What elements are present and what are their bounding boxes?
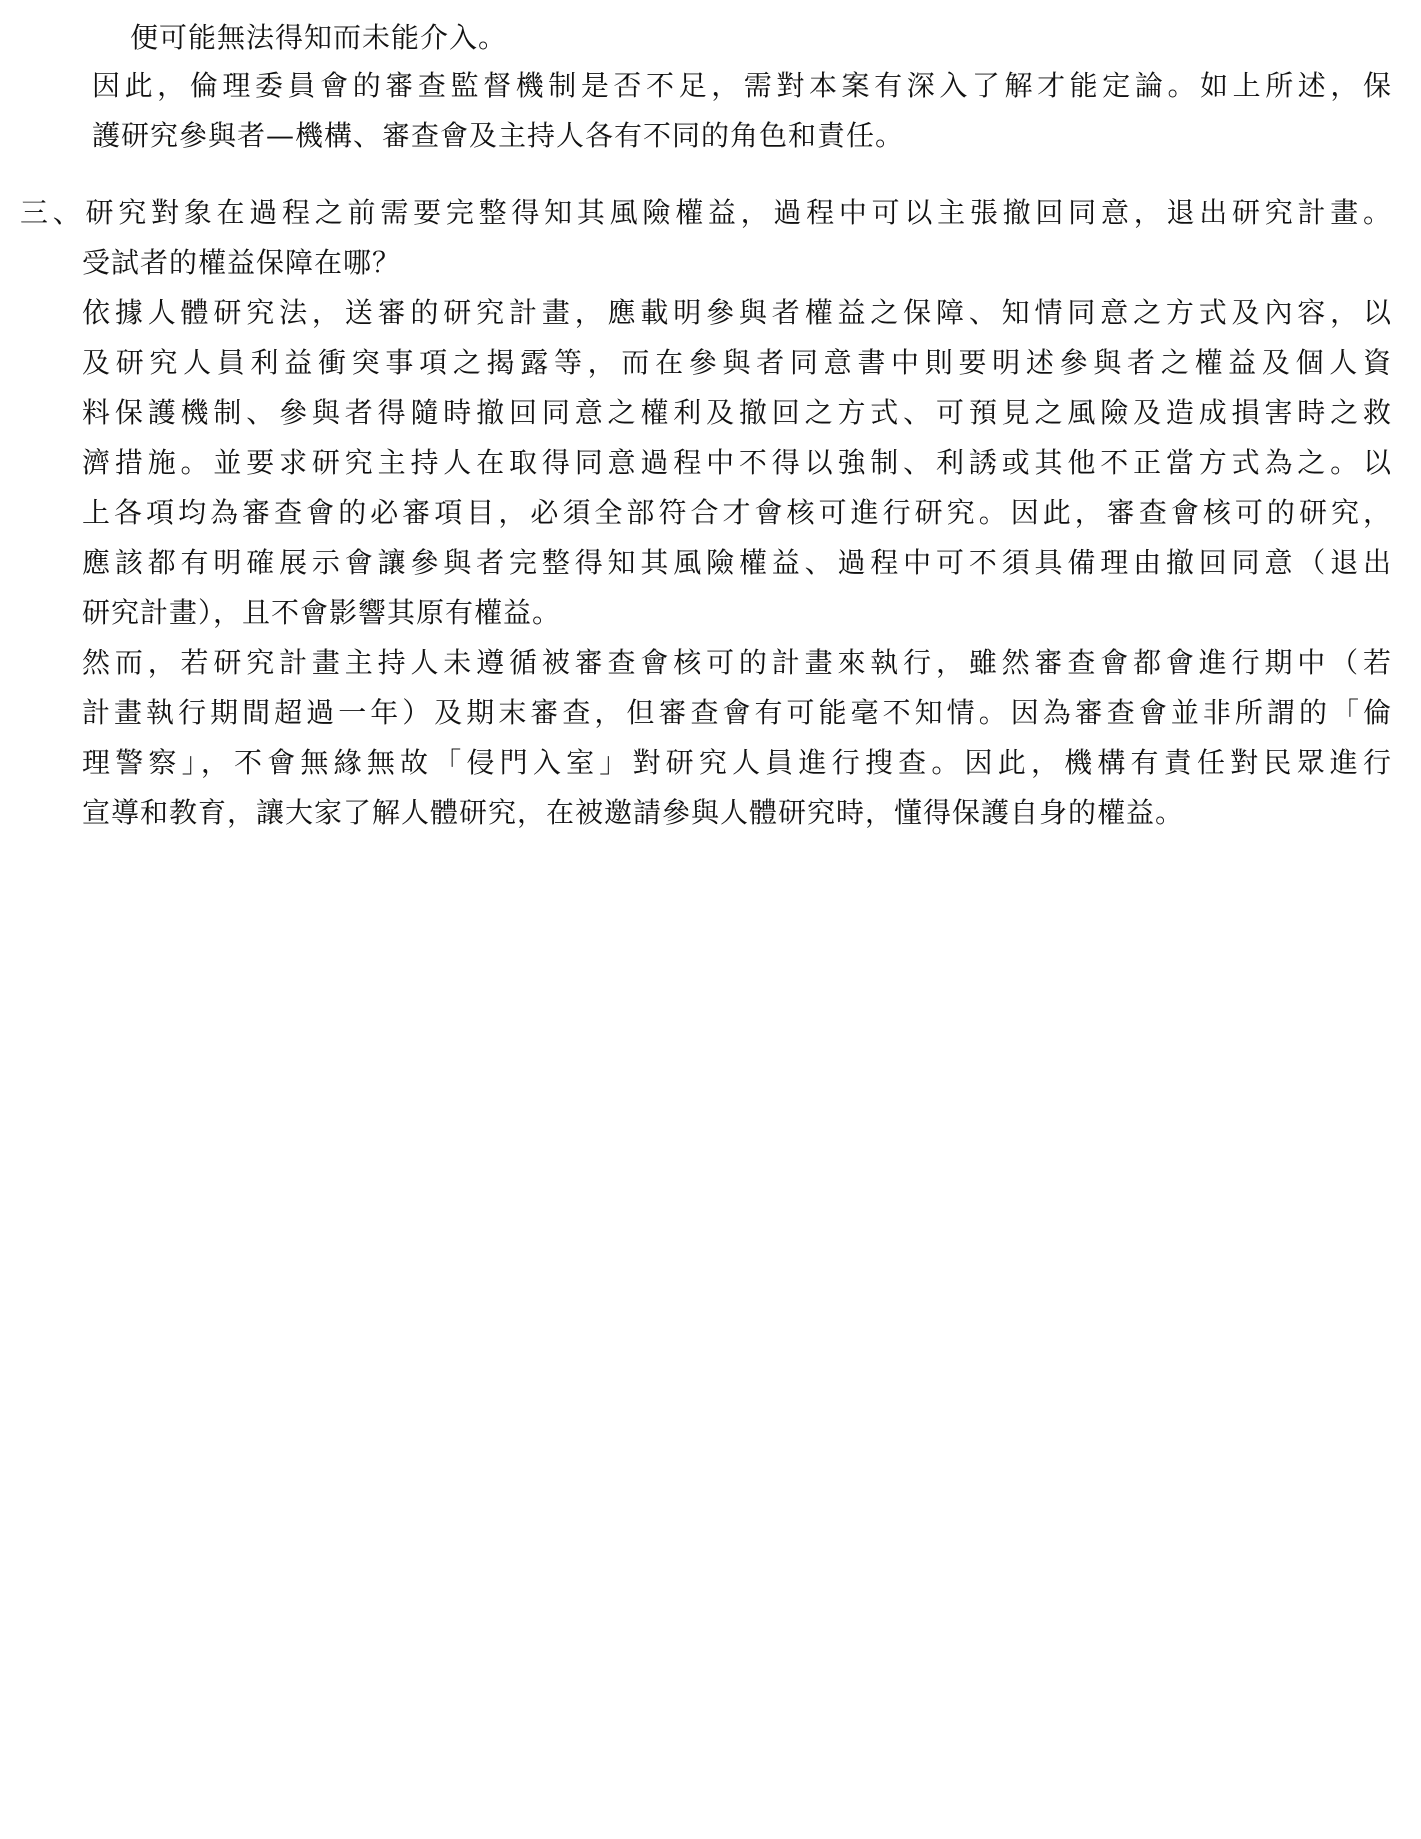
text-line: 料保護機制、參與者得隨時撤回同意之權利及撤回之方式、可預見之風險及造成損害時之救 (82, 396, 1392, 429)
section-heading: 三、研究對象在過程之前需要完整得知其風險權益，過程中可以主張撤回同意，退出研究計畫。 (20, 196, 1392, 229)
text-line: 及研究人員利益衝突事項之揭露等，而在參與者同意書中則要明述參與者之權益及個人資 (82, 346, 1392, 379)
text-line: 因此，倫理委員會的審查監督機制是否不足，需對本案有深入了解才能定論。如上所述，保 (92, 69, 1392, 102)
text-line: 應該都有明確展示會讓參與者完整得知其風險權益、過程中可不須具備理由撤回同意（退出 (82, 546, 1392, 579)
text-line: 濟措施。並要求研究主持人在取得同意過程中不得以強制、利誘或其他不正當方式為之。以 (82, 446, 1392, 479)
text-line: 理警察」，不會無緣無故「侵門入室」對研究人員進行搜查。因此，機構有責任對民眾進行 (82, 746, 1392, 779)
text-line: 研究計畫），且不會影響其原有權益。 (82, 596, 562, 629)
text-line: 護研究參與者—機構、審查會及主持人各有不同的角色和責任。 (92, 119, 905, 152)
text-line: 宣導和教育，讓大家了解人體研究，在被邀請參與人體研究時，懂得保護自身的權益。 (82, 796, 1185, 829)
text-line: 計畫執行期間超過一年）及期末審查，但審查會有可能毫不知情。因為審查會並非所謂的「倫 (82, 696, 1392, 729)
section-subheading: 受試者的權益保障在哪？ (82, 246, 402, 279)
text-line: 依據人體研究法，送審的研究計畫，應載明參與者權益之保障、知情同意之方式及內容，以 (82, 296, 1392, 329)
text-line: 然而，若研究計畫主持人未遵循被審查會核可的計畫來執行，雖然審查會都會進行期中（若 (82, 646, 1392, 679)
text-line: 上各項均為審查會的必審項目，必須全部符合才會核可進行研究。因此，審查會核可的研究， (82, 496, 1392, 529)
text-line: 便可能無法得知而未能介入。 (130, 21, 508, 54)
